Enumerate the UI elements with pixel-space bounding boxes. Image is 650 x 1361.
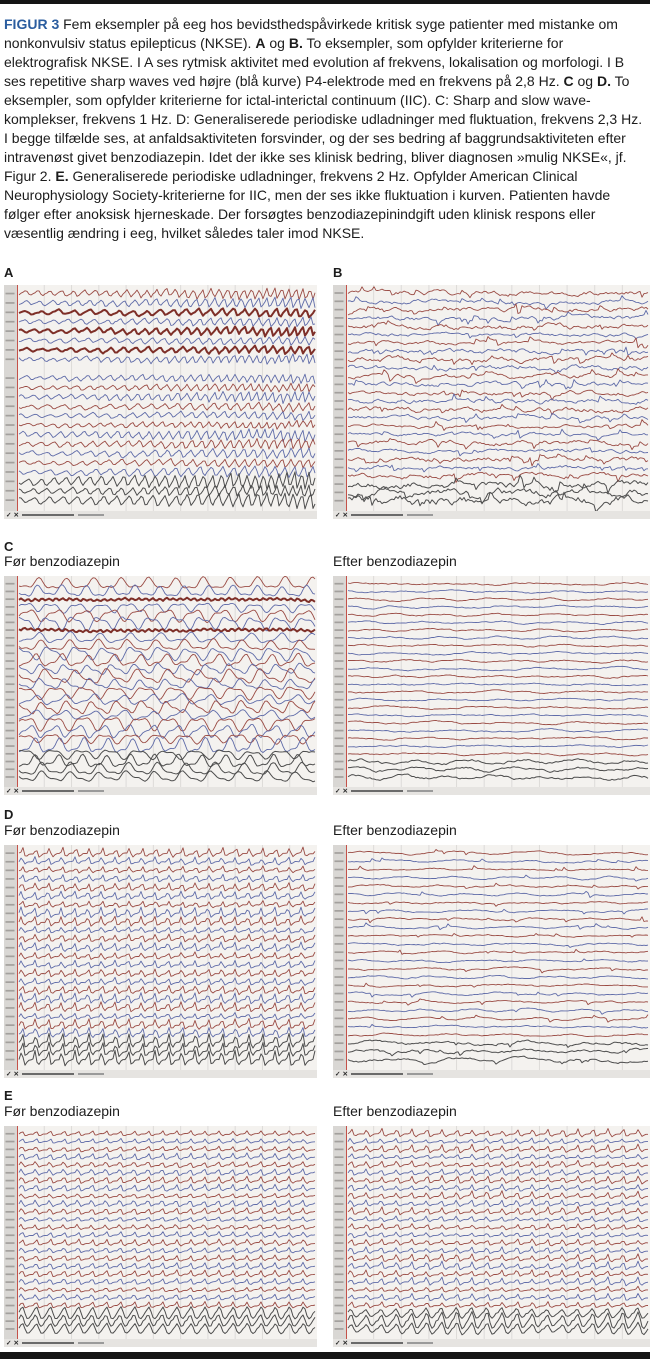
eeg-panel-c-after (333, 576, 650, 795)
svg-text:✕: ✕ (342, 788, 348, 795)
svg-text:✕: ✕ (342, 1071, 348, 1078)
panel-letter-e: E (4, 1088, 13, 1103)
svg-text:✕: ✕ (342, 512, 348, 519)
svg-text:✕: ✕ (13, 1071, 19, 1078)
panel-letter-b: B (333, 265, 343, 280)
eeg-panel-e-after (333, 1126, 650, 1347)
sublabel-d-before: Før benzodiazepin (4, 822, 120, 838)
svg-text:✕: ✕ (13, 512, 19, 519)
svg-text:✓: ✓ (335, 1340, 341, 1347)
panel-letter-d: D (4, 807, 14, 822)
sublabel-e-before: Før benzodiazepin (4, 1103, 120, 1119)
svg-text:✕: ✕ (13, 1340, 19, 1347)
eeg-panel-e-before (4, 1126, 317, 1347)
bottom-rule (0, 1352, 650, 1359)
sublabel-c-after: Efter benzodiazepin (333, 553, 457, 569)
eeg-panel-b (333, 285, 650, 519)
top-rule (0, 0, 650, 4)
svg-text:✓: ✓ (6, 788, 12, 795)
svg-text:✓: ✓ (6, 1340, 12, 1347)
eeg-panel-a (4, 285, 317, 519)
sublabel-c-before: Før benzodiazepin (4, 553, 120, 569)
panel-letter-c: C (4, 539, 14, 554)
svg-text:✓: ✓ (335, 1071, 341, 1078)
svg-text:✕: ✕ (13, 788, 19, 795)
sublabel-d-after: Efter benzodiazepin (333, 822, 457, 838)
svg-text:✓: ✓ (6, 512, 12, 519)
svg-text:✕: ✕ (342, 1340, 348, 1347)
svg-text:✓: ✓ (335, 512, 341, 519)
sublabel-e-after: Efter benzodiazepin (333, 1103, 457, 1119)
svg-text:✓: ✓ (6, 1071, 12, 1078)
panel-letter-a: A (4, 265, 14, 280)
figure-caption: FIGUR 3 Fem eksempler på eeg hos bevidsthedspåvirkede kritisk syge patienter med mistanke om nonkonvulsiv status epilepticus (NKSE). A og B. To eksempler, som opfylder kriterierne for elektrografisk NKSE. I A ses rytmisk aktivitet med evolution af frekvens, lokalisation og morfologi. I B ses repetitive sharp waves ved højre (blå kurve) P4-elektrode med en frekvens på 2,8 Hz. C og D. To eksempler, som opfylder kriterierne for ictal-interictal continuum (IIC). C: Sharp and slow wave-komplekser, frekvens 1 Hz. D: Generaliserede periodiske udladninger med fluktuation, frekvens 2,3 Hz. I begge tilfælde ses, at anfaldsaktiviteten forsvinder, og der ses bedring af baggrundsaktiviteten efter intravenøst givet benzodiazepin. Idet der ikke ses klinisk bedring, bliver diagnosen »mulig NKSE«, jf. Figur 2. E. Generaliserede periodiske udladninger, frekvens 2 Hz. Opfylder American Clinical Neurophysiology Society-kriterierne for IIC, men der ses ikke fluktuation i kurven. Patienten havde følger efter anoksisk hjerneskade. Der forsøgtes benzodiazepinindgift uden klinisk respons eller væsentlig ændring i eeg, hvilket således taler imod NKSE. (4, 16, 643, 241)
eeg-panel-c-before (4, 576, 317, 795)
eeg-panel-d-before (4, 845, 317, 1078)
eeg-panel-d-after (333, 845, 650, 1078)
svg-text:✓: ✓ (335, 788, 341, 795)
